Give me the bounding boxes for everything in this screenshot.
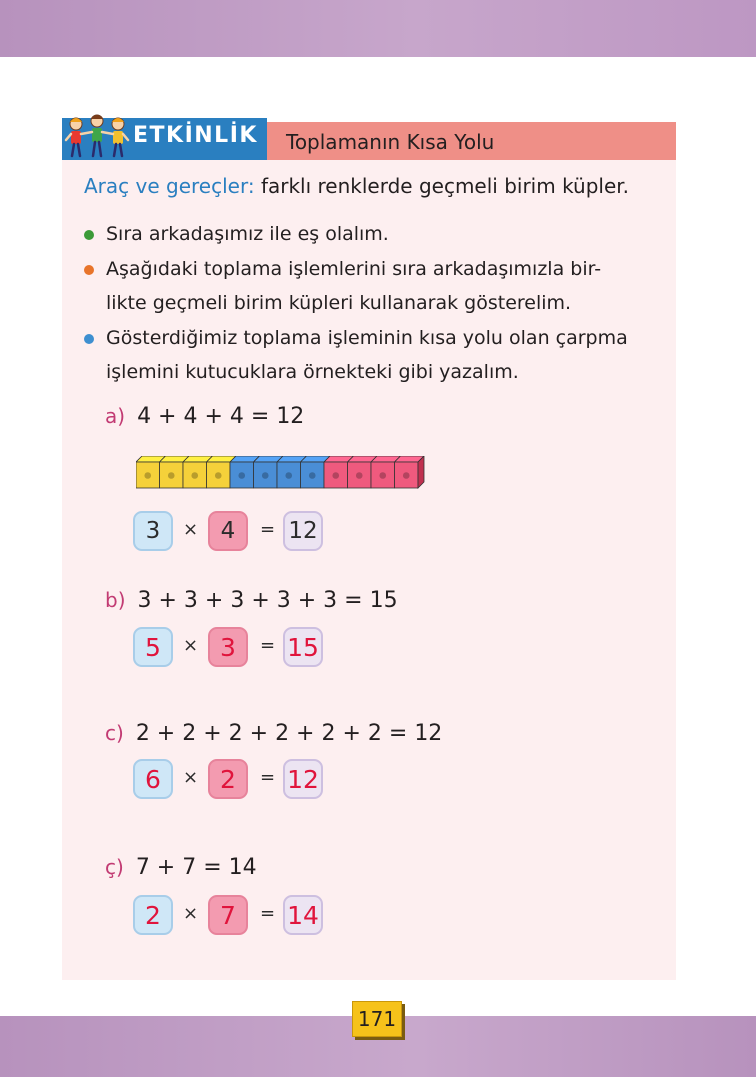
times-sign: × [183,903,199,924]
cube-strip-end [418,456,424,488]
materials-line [84,174,629,198]
equals-sign: = [260,903,276,924]
times-sign: × [183,635,199,656]
factor-box: 6 [133,759,173,799]
addition-expression: 7 + 7 = 14 [135,855,257,880]
exercise-c-cedilla-sum [105,855,257,880]
addition-expression: 3 + 3 + 3 + 3 + 3 = 15 [137,588,398,613]
product-box: 15 [283,627,323,667]
page-number: 171 [352,1001,402,1037]
product-box: 12 [283,511,323,551]
exercise-letter: ç) [105,855,124,879]
bullet-dot-icon [84,334,94,344]
instruction-item [84,321,664,389]
product-box: 14 [283,895,323,935]
instruction-line: Sıra arkadaşımız ile eş olalım. [106,223,389,245]
activity-title: Toplamanın Kısa Yolu [286,130,495,154]
factor-box: 7 [208,895,248,935]
top-band [0,0,756,57]
activity-label: ETKİNLİK [133,123,258,148]
exercise-a-sum [105,404,304,429]
factor-box: 5 [133,627,173,667]
instruction-line: Aşağıdaki toplama işlemlerini sıra arkadaşımızla bir- [106,258,602,280]
times-sign: × [183,519,199,540]
bullet-dot-icon [84,230,94,240]
product-box: 12 [283,759,323,799]
exercise-b-sum [105,588,398,613]
exercise-c-sum [105,721,442,746]
instruction-line: Gösterdiğimiz toplama işleminin kısa yolu olan çarpma [106,327,628,349]
materials-label: Araç ve gereçler: [84,174,255,198]
children-icon [64,112,130,160]
equals-sign: = [260,519,276,540]
instruction-item [84,252,664,320]
factor-box: 2 [133,895,173,935]
unit-cubes-strip [136,456,426,489]
instruction-line: işlemini kutucuklara örnekteki gibi yazalım. [106,361,519,383]
instruction-item [84,217,664,251]
factor-box: 4 [208,511,248,551]
addition-expression: 4 + 4 + 4 = 12 [137,404,305,429]
factor-box: 3 [208,627,248,667]
exercise-letter: c) [105,721,124,745]
addition-expression: 2 + 2 + 2 + 2 + 2 + 2 = 12 [135,721,443,746]
equals-sign: = [260,767,276,788]
equals-sign: = [260,635,276,656]
factor-box: 2 [208,759,248,799]
bullet-dot-icon [84,265,94,275]
times-sign: × [183,767,199,788]
factor-box: 3 [133,511,173,551]
instruction-line: likte geçmeli birim küpleri kullanarak gösterelim. [106,292,572,314]
exercise-letter: b) [105,588,126,612]
exercise-letter: a) [105,404,126,428]
materials-text: farklı renklerde geçmeli birim küpler. [260,174,630,198]
